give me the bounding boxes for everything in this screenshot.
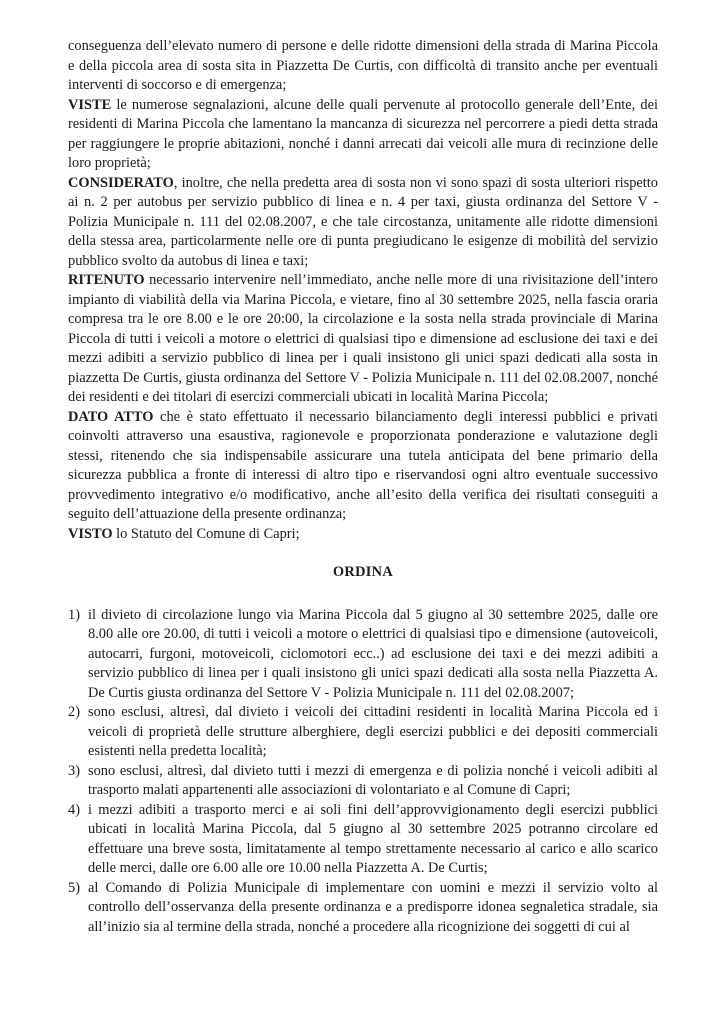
recital-lead: DATO ATTO <box>68 408 154 425</box>
recital-paragraph-visto <box>68 525 658 545</box>
item-number: 2) <box>68 704 80 720</box>
recital-text: lo Statuto del Comune di Capri; <box>112 525 300 542</box>
ordinance-item-5 <box>68 879 658 938</box>
recital-lead: RITENUTO <box>68 272 145 288</box>
recital-text: che è stato effettuato il necessario bilanciamento degli interessi pubblici e privati coinvolti attraverso una esaustiva, ragionevole e proporzionata ponderazione e valutazione degli stessi, ritenendo che sia indispensabile assicurare una tutela anticipata del bene primario della sicurezza pubblica a fronte di interessi di altro tipo e riservandosi ogni altro eventuale successivo provvedimento integrativo e/o modificativo, anche all’esito della verifica dei risultati conseguiti a seguito dell’attuazione della presente ordinanza; <box>68 408 658 522</box>
item-number: 1) <box>68 606 80 623</box>
recital-paragraph-ritenuto <box>68 271 658 408</box>
item-text: sono esclusi, altresì, dal divieto i veicoli dei cittadini residenti in località Marina Piccola ed i veicoli di proprietà delle strutture alberghiere, degli esercizi pubblici e dei depositi commerciali esistenti nella predetta località; <box>88 704 658 759</box>
recital-paragraph-continuation <box>68 37 658 96</box>
recital-text: conseguenza dell’elevato numero di persone e delle ridotte dimensioni della strada di Marina Piccola e della piccola area di sosta sita in Piazzetta De Curtis, con difficoltà di transito anche per eventuali interventi di soccorso e di emergenza; <box>68 38 658 93</box>
recital-paragraph-dato-atto <box>68 408 658 525</box>
item-text: i mezzi adibiti a trasporto merci e ai soli fini dell’approvvigionamento degli esercizi pubblici ubicati in località Marina Piccola, dal 5 giugno al 30 settembre 2025 potranno circolare ed effettuare una breve sosta, limitatamente al tempo strettamente necessario al carico e allo scarico delle merci, dalle ore 6.00 alle ore 10.00 nella Piazzetta A. De Curtis; <box>88 801 658 876</box>
recital-paragraph-viste <box>68 96 658 174</box>
ordinance-item-4 <box>68 801 658 879</box>
document-page <box>68 37 658 937</box>
item-number: 3) <box>68 762 80 779</box>
recital-lead: CONSIDERATO <box>68 174 174 191</box>
recital-text: le numerose segnalazioni, alcune delle quali pervenute al protocollo generale dell’Ente, dei residenti di Marina Piccola che lamentano la mancanza di sicurezza nel percorrere a piedi detta strada per raggiungere le proprie abitazioni, nonché i danni arrecati dai veicoli alle mura di recinzione delle loro proprietà; <box>68 96 658 171</box>
item-text: sono esclusi, altresì, dal divieto tutti i mezzi di emergenza e di polizia nonché i veicoli adibiti al trasporto malati appartenenti alle associazioni di volontariato e al Comune di Capri; <box>88 762 658 798</box>
item-text: al Comando di Polizia Municipale di implementare con uomini e mezzi il servizio volto al controllo dell’osservanza della presente ordinanza e a predisporre idonea segnaletica stradale, sia all’inizio sia al termine della strada, nonché a procedere alla ricognizione dei soggetti di cui al <box>88 879 658 935</box>
ordina-heading: ORDINA <box>332 564 394 580</box>
item-number: 4) <box>68 801 80 818</box>
ordinance-item-1 <box>68 606 658 704</box>
ordinance-item-3 <box>68 762 658 801</box>
recital-lead: VISTO <box>68 525 113 542</box>
item-number: 5) <box>68 879 80 896</box>
item-text: il divieto di circolazione lungo via Marina Piccola dal 5 giugno al 30 settembre 2025, dalle ore 8.00 alle ore 20.00, di tutti i veicoli a motore o elettrici di qualsiasi tipo e dimensione (autoveicoli, autocarri, furgoni, motoveicoli, ciclomotori ecc..) ad esclusione dei taxi e dei mezzi adibiti a servizio pubblico di linea per i quali insistono gli unici spazi dedicati alla sosta nella Piazzetta A. De Curtis giusta ordinanza del Settore V - Polizia Municipale n. 111 del 02.08.2007; <box>88 606 658 701</box>
recital-text: necessario intervenire nell’immediato, anche nelle more di una rivisitazione dell’intero impianto di viabilità della via Marina Piccola, e vietare, fino al 30 settembre 2025, nella fascia oraria compresa tra le ore 8.00 e le ore 20:00, la circolazione e la sosta nella strada provinciale di Marina Piccola di tutti i veicoli a motore o elettrici di qualsiasi tipo e dimensione ad esclusione dei taxi e dei mezzi adibiti a servizio pubblico di linea per i quali insistono gli unici spazi dedicati alla sosta in piazzetta De Curtis, giusta ordinanza del Settore V - Polizia Municipale n. 111 del 02.08.2007, nonché dei residenti e dei titolari di esercizi commerciali ubicati in località Marina Piccola; <box>68 272 658 405</box>
recital-text: , inoltre, che nella predetta area di sosta non vi sono spazi di sosta ulteriori rispetto ai n. 2 per autobus per servizio pubblico di linea e n. 4 per taxi, giusta ordinanza del Settore V - Polizia Municipale n. 111 del 02.08.2007, e che tale circostanza, unitamente alle ridotte dimensioni della stessa area, particolarmente nelle ore di punta pregiudicano le esigenze di mobilità del servizio pubblico svolto da autobus di linea e taxi; <box>68 174 658 269</box>
ordina-list <box>68 606 658 938</box>
recital-paragraph-considerato <box>68 174 658 272</box>
recital-lead: VISTE <box>68 96 112 113</box>
ordinance-item-2 <box>68 703 658 762</box>
